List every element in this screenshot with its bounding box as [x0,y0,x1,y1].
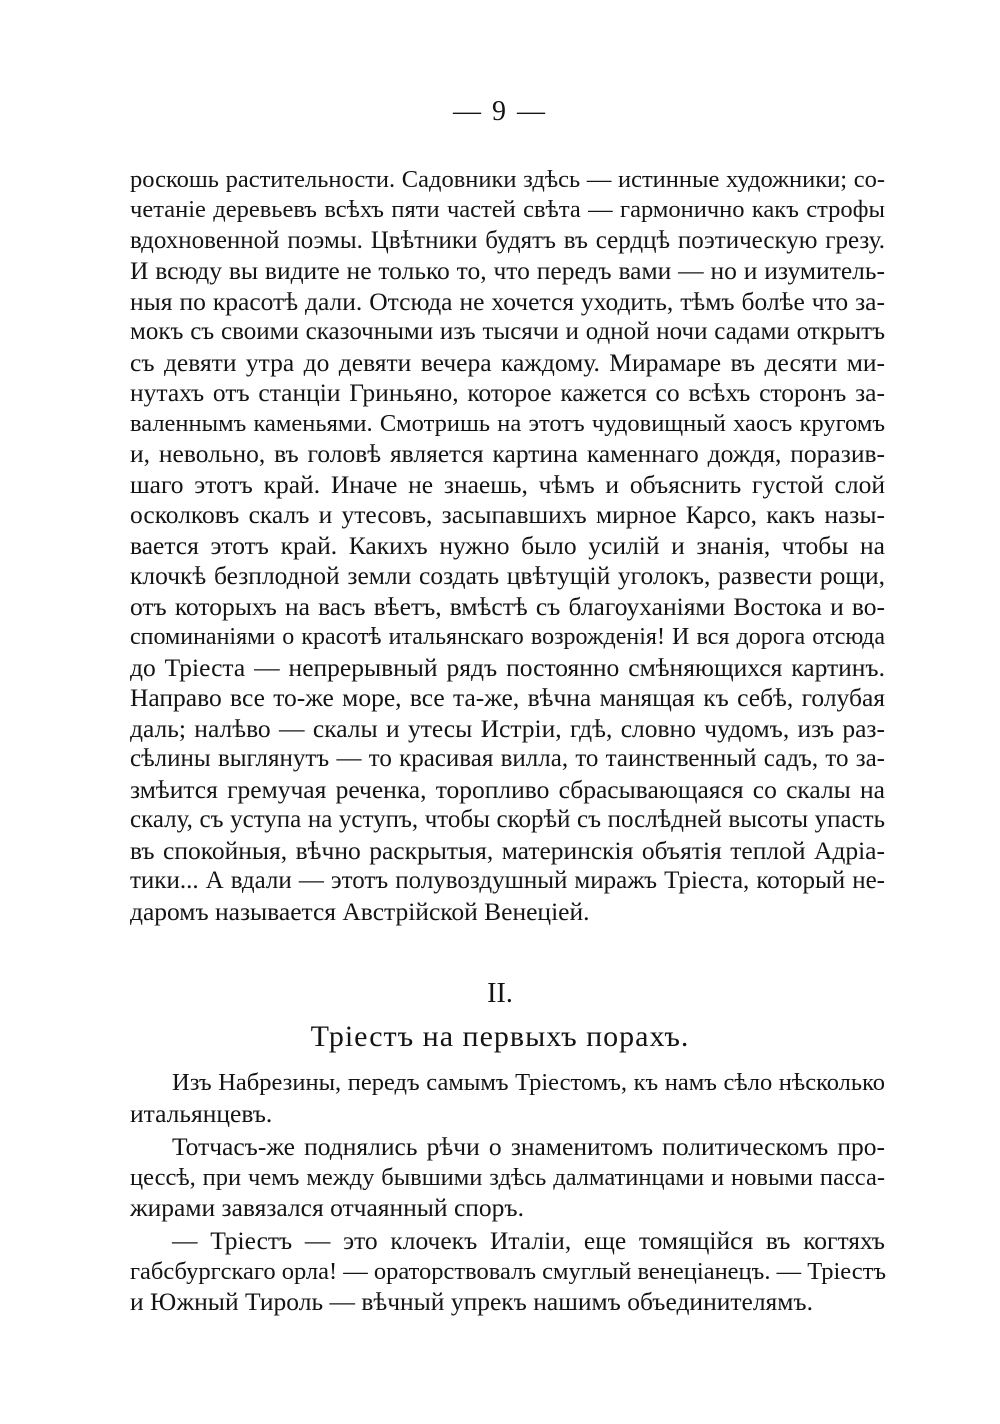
text-line: итальянцевъ. [130,1099,273,1128]
text-line: до Тріеста — непрерывный рядъ постоянно смѣняющихся картинъ. [130,653,885,682]
text-line: скалу, съ уступа на уступъ, чтобы скорѣй съ послѣдней высоты упасть [130,806,885,833]
text-line: роскошь растительности. Садовники здѣсь — истинные художники; со- [130,166,885,193]
text-line: споминаніями о красотѣ итальянскаго возрожденія! И вся дорога отсюда [130,624,885,650]
text-line: клочкѣ безплодной земли создать цвѣтущій уголокъ, развести рощи, [130,561,885,590]
text-line: валеннымъ каменьями. Смотришь на этотъ чудовищный хаосъ кругомъ [130,410,885,437]
text-line: осколковъ скалъ и утесовъ, засыпавшихъ мирное Карсо, какъ назы- [130,500,885,529]
text-line: Тотчасъ-же поднялись рѣчи о знаменитомъ политическомъ про- [172,1132,885,1161]
text-line: вдохновенной поэмы. Цвѣтники будятъ въ сердцѣ поэтическую грезу. [130,227,885,254]
text-line: съ девяти утра до девяти вечера каждому. Мирамаре въ десяти ми- [130,348,885,377]
text-line: даль; налѣво — скалы и утесы Истріи, гдѣ, словно чудомъ, изъ раз- [130,714,885,743]
text-line: И всюду вы видите не только то, что передъ вами — но и изумитель- [130,256,885,285]
text-line: сѣлины выглянутъ — то красивая вилла, то таинственный садъ, то за- [130,745,885,772]
text-line: габсбургскаго орла! — ораторствовалъ смуглый венеціанецъ. — Тріестъ [130,1258,887,1285]
text-line: нутахъ отъ станціи Гриньяно, которое кажется со всѣхъ сторонъ за- [130,378,885,407]
section-number: II. [487,978,513,1009]
text-line: цессѣ, при чемъ между бывшими здѣсь далматинцами и новыми пасса- [130,1164,885,1191]
text-line: жирами завязался отчаянный споръ. [130,1193,524,1222]
text-line: ныя по красотѣ дали. Отсюда не хочется уходить, тѣмъ болѣе что за- [130,287,885,316]
text-line: и Южный Тироль — вѣчный упрекъ нашимъ объединителямъ. [130,1287,813,1316]
text-line: шаго этотъ край. Иначе не знаешь, чѣмъ и объяснить густой слой [130,470,885,499]
text-line: змѣится гремучая реченка, торопливо сбрасывающаяся со скалы на [130,775,885,804]
text-line: Направо все то-же море, все та-же, вѣчна манящая къ себѣ, голубая [130,683,885,712]
text-line: четаніе деревьевъ всѣхъ пяти частей свѣта — гармонично какъ строфы [130,196,885,223]
text-line: мокъ съ своими сказочными изъ тысячи и одной ночи садами открытъ [130,318,885,345]
section-title: Тріестъ на первыхъ порахъ. [310,1020,690,1053]
text-line: даромъ называется Австрійской Венеціей. [130,897,590,926]
text-line: тики... А вдали — этотъ полувоздушный миражъ Тріеста, который не- [130,867,885,894]
text-line: въ спокойныя, вѣчно раскрытыя, материнскія объятія теплой Адріа- [130,836,885,865]
text-line: — Тріестъ — это клочекъ Италіи, еще томящійся въ когтяхъ [172,1226,885,1255]
page-number: — 9 — [453,96,547,127]
text-line: вается этотъ край. Какихъ нужно было усилій и знанія, чтобы на [130,531,885,560]
text-line: Изъ Набрезины, передъ самымъ Тріестомъ, къ намъ сѣло нѣсколько [172,1069,885,1096]
text-line: и, невольно, въ головѣ является картина каменнаго дождя, поразив- [130,439,885,468]
text-line: отъ которыхъ на васъ вѣетъ, вмѣстѣ съ благоуханіями Востока и во- [130,592,885,621]
